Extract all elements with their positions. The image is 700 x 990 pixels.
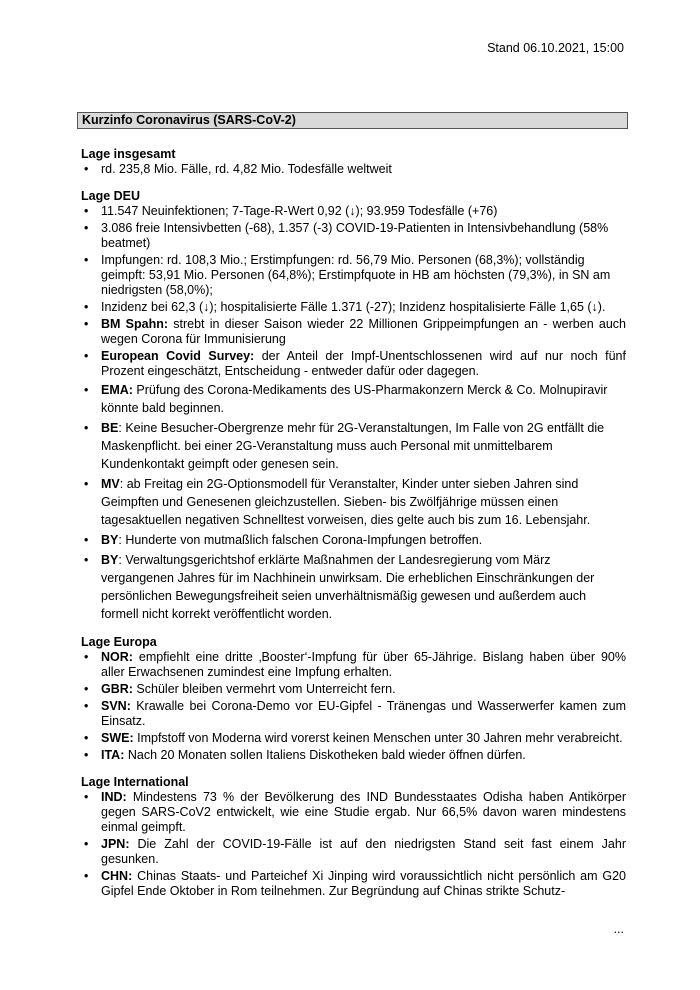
bullet-icon: • <box>84 477 89 491</box>
bullet-icon: • <box>84 731 89 745</box>
list-item: • BM Spahn: strebt in dieser Saison wieder 22 Millionen Grippeimpfungen an - werben auch wegen Corona für Immunisierung <box>84 317 626 346</box>
list-item: • MV: ab Freitag ein 2G-Optionsmodell für Veranstalter, Kinder unter sieben Jahren sind Geimpften und Genesenen gleichzustellen. Sieben- bis Zwölfjährige müssen einen tagesaktuellen negativen Schnelltest vorweisen, dies gelte auch bis zum 16. Lebensjahr. <box>84 477 591 527</box>
list-item: • rd. 235,8 Mio. Fälle, rd. 4,82 Mio. Todesfälle weltweit <box>84 162 392 176</box>
bullet-list <box>81 650 626 763</box>
list-item: • 11.547 Neuinfektionen; 7-Tage-R-Wert 0,92 (↓); 93.959 Todesfälle (+76) <box>84 204 498 218</box>
section-title: Lage International <box>81 775 189 789</box>
bullet-icon: • <box>84 553 89 567</box>
list-item: • BE: Keine Besucher-Obergrenze mehr für 2G-Veranstaltungen, Im Falle von 2G entfällt die Maskenpflicht. bei einer 2G-Veranstaltung muss auch Personal mit unmittelbarem Kundenkontakt geimpft oder genesen sein. <box>84 421 605 471</box>
list-item: • EMA: Prüfung des Corona-Medikaments des US-Pharmakonzern Merck & Co. Molnupiravir könnte bald beginnen. <box>84 383 608 415</box>
bullet-list <box>81 204 626 623</box>
bullet-icon: • <box>84 253 89 267</box>
list-item: • Impfungen: rd. 108,3 Mio.; Erstimpfungen: rd. 56,79 Mio. Personen (68,3%); vollständig geimpft: 53,91 Mio. Personen (64,8%); Erstimpfquote in HB am höchsten (79,3%), in SN am niedrigsten (58,0%); <box>84 253 611 297</box>
section-title: Lage insgesamt <box>81 147 176 161</box>
section-title: Lage Europa <box>81 635 157 649</box>
list-item: • CHN: Chinas Staats- und Parteichef Xi Jinping wird voraussichtlich nicht persönlich am G20 Gipfel Ende Oktober in Rom teilnehmen. Zur Begründung auf Chinas strikte Schutz- <box>84 869 626 898</box>
list-item: • SWE: Impfstoff von Moderna wird vorerst keinen Menschen unter 30 Jahren mehr verabreicht. <box>84 731 623 745</box>
section-lage-international <box>81 775 626 899</box>
list-item: • 3.086 freie Intensivbetten (-68), 1.357 (-3) COVID-19-Patienten in Intensivbehandlung (58% beatmet) <box>84 221 609 250</box>
content <box>81 147 626 911</box>
list-item: • European Covid Survey: der Anteil der Impf-Unentschlossenen wird auf nur noch fünf Prozent eingeschätzt, Entscheidung - entweder dafür oder dagegen. <box>84 349 626 378</box>
list-item: • NOR: empfiehlt eine dritte ‚Booster‘-Impfung für über 65-Jährige. Bislang haben über 90% aller Erwachsenen zumindest eine Impfung erhalten. <box>84 650 626 679</box>
bullet-icon: • <box>84 221 89 235</box>
bullet-icon: • <box>84 162 89 176</box>
bullet-icon: • <box>84 748 89 762</box>
section-lage-insgesamt <box>81 147 626 177</box>
section-lage-europa <box>81 635 626 763</box>
list-item: • BY: Hunderte von mutmaßlich falschen Corona-Impfungen betroffen. <box>84 533 483 547</box>
bullet-icon: • <box>84 790 89 804</box>
page-title: Kurzinfo Coronavirus (SARS-CoV-2) <box>77 112 628 129</box>
bullet-list <box>81 162 626 177</box>
list-item: • Inzidenz bei 62,3 (↓); hospitalisierte Fälle 1.371 (-27); Inzidenz hospitalisierte Fälle 1,65 (↓). <box>84 300 606 314</box>
bullet-icon: • <box>84 317 89 331</box>
list-item: • BY: Verwaltungsgerichtshof erklärte Maßnahmen der Landesregierung vom März vergangenen Jahres für im Nachhinein unwirksam. Die erheblichen Einschränkungen der persönlichen Bewegungsfreiheit seien unverhältnismäßig gewesen und außerdem auch formell nicht korrekt veröffentlicht worden. <box>84 553 595 621</box>
bullet-icon: • <box>84 204 89 218</box>
bullet-icon: • <box>84 421 89 435</box>
bullet-icon: • <box>84 869 89 883</box>
section-title: Lage DEU <box>81 189 141 203</box>
list-item: • JPN: Die Zahl der COVID-19-Fälle ist auf den niedrigsten Stand seit fast einem Jahr gesunken. <box>84 837 626 866</box>
list-item: • IND: Mindestens 73 % der Bevölkerung des IND Bundesstaates Odisha haben Antikörper gegen SARS-CoV2 entwickelt, wie eine Studie ergab. Nur 66,5% davon waren mindestens einmal geimpft. <box>84 790 626 834</box>
bullet-list <box>81 790 626 899</box>
list-item: • GBR: Schüler bleiben vermehrt vom Unterreicht fern. <box>84 682 396 696</box>
section-lage-deu <box>81 189 626 623</box>
bullet-icon: • <box>84 650 89 664</box>
bullet-icon: • <box>84 300 89 314</box>
bullet-icon: • <box>84 699 89 713</box>
bullet-icon: • <box>84 349 89 363</box>
list-item: • ITA: Nach 20 Monaten sollen Italiens Diskotheken bald wieder öffnen dürfen. <box>84 748 526 762</box>
list-item: • SVN: Krawalle bei Corona-Demo vor EU-Gipfel - Tränengas und Wasserwerfer kamen zum Einsatz. <box>84 699 626 728</box>
bullet-icon: • <box>84 837 89 851</box>
status-date: Stand 06.10.2021, 15:00 <box>487 41 624 55</box>
bullet-icon: • <box>84 682 89 696</box>
continuation-marker: ... <box>613 922 624 936</box>
bullet-icon: • <box>84 383 89 397</box>
bullet-icon: • <box>84 533 89 547</box>
